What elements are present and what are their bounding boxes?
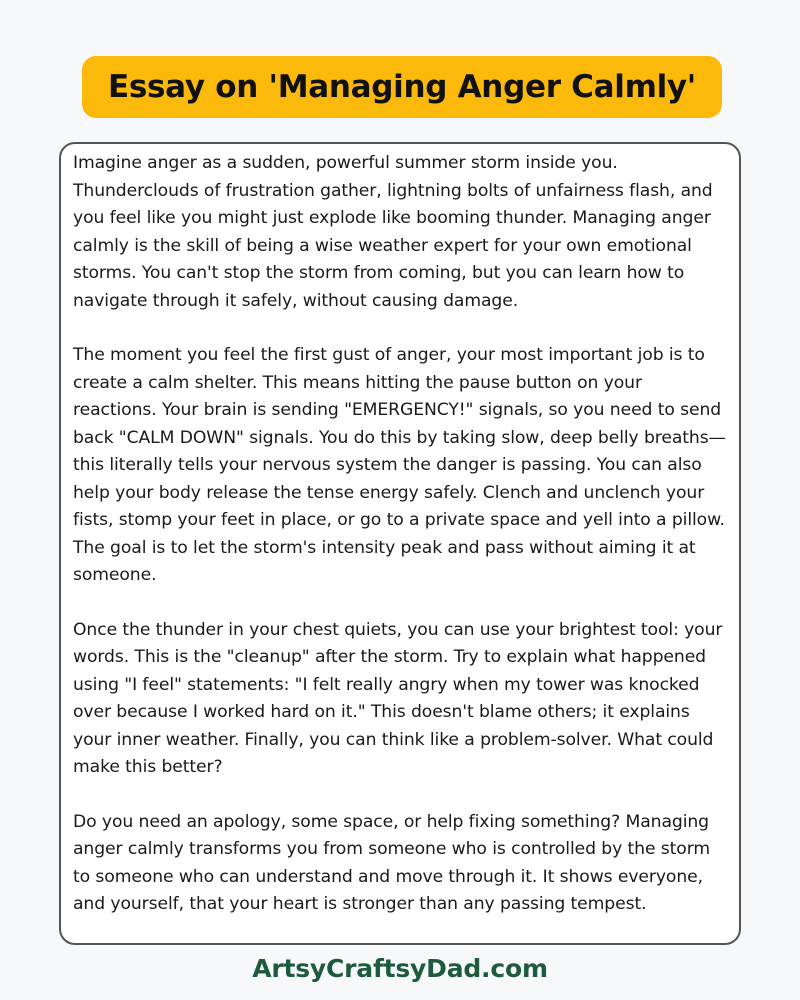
title-banner bbox=[82, 56, 722, 118]
page-title: Essay on 'Managing Anger Calmly' bbox=[108, 69, 696, 105]
essay-paragraph-4: Do you need an apology, some space, or help fixing something? Managing anger calmly transforms you from someone who is controlled by the storm to someone who can understand and move through it. It shows everyone, and yourself, that your heart is stronger than any passing tempest. bbox=[73, 811, 711, 914]
essay-paragraph-3: Once the thunder in your chest quiets, you can use your brightest tool: your words. This is the "cleanup" after the storm. Try to explain what happened using "I feel" statements: "I felt really angry when my tower was knocked over because I worked hard on it." This doesn't blame others; it explains your inner weather. Finally, you can think like a problem-solver. What could make this better? bbox=[73, 619, 723, 777]
footer-site-name: ArtsyCraftsyDad.com bbox=[252, 954, 548, 983]
essay-card bbox=[59, 142, 741, 945]
essay-paragraph-1: Imagine anger as a sudden, powerful summer storm inside you. Thunderclouds of frustration gather, lightning bolts of unfairness flash, and you feel like you might just explode like booming thunder. Managing anger calmly is the skill of being a wise weather expert for your own emotional storms. You can't stop the storm from coming, but you can learn how to navigate through it safely, without causing damage. bbox=[73, 153, 713, 311]
essay-paragraph-2: The moment you feel the first gust of anger, your most important job is to create a calm shelter. This means hitting the pause button on your reactions. Your brain is sending "EMERGENCY!" signals, so you need to send back "CALM DOWN" signals. You do this by taking slow, deep belly breaths—this literally tells your nervous system the danger is passing. You can also help your body release the tense energy safely. Clench and unclench your fists, stomp your feet in place, or go to a private space and yell into a pillow. The goal is to let the storm's intensity peak and pass without aiming it at someone. bbox=[73, 345, 726, 585]
